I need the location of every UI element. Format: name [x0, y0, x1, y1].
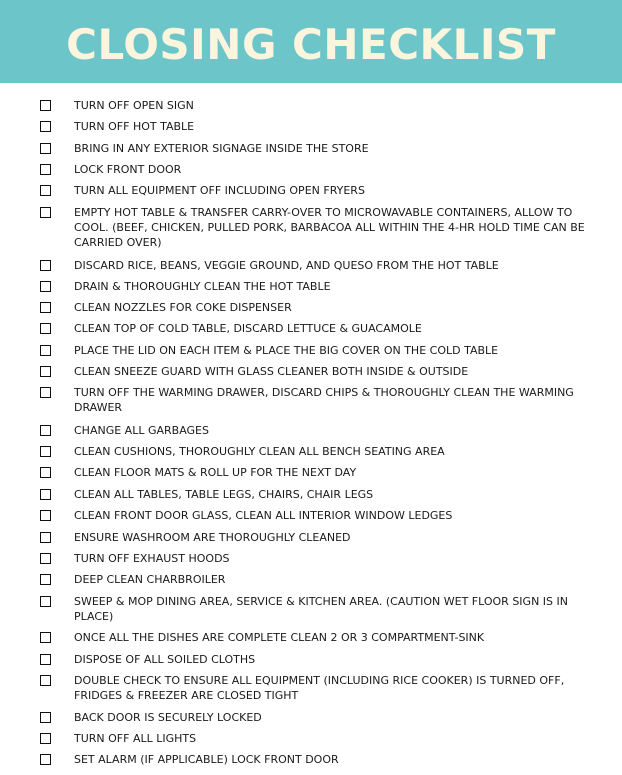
checkbox[interactable]: [40, 260, 51, 271]
checklist-item-label: TURN OFF HOT TABLE: [74, 120, 195, 133]
checklist-item-label: ENSURE WASHROOM ARE THOROUGHLY CLEANED: [74, 531, 351, 544]
checkbox[interactable]: [40, 100, 51, 111]
checklist-item-label: CLEAN TOP OF COLD TABLE, DISCARD LETTUCE & GUACAMOLE: [74, 322, 422, 335]
checklist-item-label: CLEAN FRONT DOOR GLASS, CLEAN ALL INTERIOR WINDOW LEDGES: [74, 509, 453, 522]
checkbox[interactable]: [40, 675, 51, 686]
checkbox[interactable]: [40, 387, 51, 398]
checklist-item-label: BRING IN ANY EXTERIOR SIGNAGE INSIDE THE STORE: [74, 142, 369, 155]
checklist-item-label: BACK DOOR IS SECURELY LOCKED: [74, 711, 262, 724]
checkbox[interactable]: [40, 733, 51, 744]
checklist-item-label: DRAIN & THOROUGHLY CLEAN THE HOT TABLE: [74, 280, 331, 293]
checklist-item-label: TURN OFF ALL LIGHTS: [74, 732, 197, 745]
checkbox[interactable]: [40, 323, 51, 334]
checklist-item-label: DISPOSE OF ALL SOILED CLOTHS: [74, 653, 256, 666]
checklist-item-label: TURN OFF EXHAUST HOODS: [74, 552, 230, 565]
checkbox[interactable]: [40, 207, 51, 218]
checkbox[interactable]: [40, 143, 51, 154]
checklist-item-label: CLEAN FLOOR MATS & ROLL UP FOR THE NEXT DAY: [74, 466, 357, 479]
checkbox[interactable]: [40, 632, 51, 643]
checkbox[interactable]: [40, 467, 51, 478]
checkbox[interactable]: [40, 366, 51, 377]
checkbox[interactable]: [40, 596, 51, 607]
checklist-item-label: LOCK FRONT DOOR: [74, 163, 182, 176]
page-title: CLOSING CHECKLIST: [66, 19, 556, 69]
checklist-item-label: CHANGE ALL GARBAGES: [74, 424, 209, 437]
checklist-item-label: PLACE THE LID ON EACH ITEM & PLACE THE BIG COVER ON THE COLD TABLE: [74, 344, 499, 357]
checkbox[interactable]: [40, 510, 51, 521]
checkbox[interactable]: [40, 281, 51, 292]
checkbox[interactable]: [40, 712, 51, 723]
checklist-item-label: TURN ALL EQUIPMENT OFF INCLUDING OPEN FRYERS: [74, 184, 365, 197]
checklist-item-label: TURN OFF THE WARMING DRAWER, DISCARD CHIPS & THOROUGHLY CLEAN THE WARMING DRAWER: [74, 386, 574, 414]
checklist-item-label: CLEAN CUSHIONS, THOROUGHLY CLEAN ALL BENCH SEATING AREA: [74, 445, 445, 458]
checklist-item-label: DOUBLE CHECK TO ENSURE ALL EQUIPMENT (INCLUDING RICE COOKER) IS TURNED OFF, FRIDGES & FREEZER ARE CLOSED TIGHT: [74, 674, 565, 702]
checklist-item-label: TURN OFF OPEN SIGN: [74, 99, 194, 112]
checkbox[interactable]: [40, 302, 51, 313]
checkbox[interactable]: [40, 553, 51, 564]
checkbox[interactable]: [40, 754, 51, 765]
checkbox[interactable]: [40, 654, 51, 665]
checkbox[interactable]: [40, 121, 51, 132]
checklist-item-label: DISCARD RICE, BEANS, VEGGIE GROUND, AND QUESO FROM THE HOT TABLE: [74, 259, 499, 272]
checklist-item-label: CLEAN NOZZLES FOR COKE DISPENSER: [74, 301, 292, 314]
checkbox[interactable]: [40, 574, 51, 585]
checklist-item-label: EMPTY HOT TABLE & TRANSFER CARRY-OVER TO MICROWAVABLE CONTAINERS, ALLOW TO COOL. (BEEF, CHICKEN, PULLED PORK, BARBACOA ALL WITHIN THE 4-HR HOLD TIME CAN BE CARRIED OVER): [74, 206, 585, 249]
checklist-item-label: DEEP CLEAN CHARBROILER: [74, 573, 226, 586]
checklist-item-label: SWEEP & MOP DINING AREA, SERVICE & KITCHEN AREA. (CAUTION WET FLOOR SIGN IS IN PLACE): [74, 595, 568, 623]
checklist-item-label: ONCE ALL THE DISHES ARE COMPLETE CLEAN 2 OR 3 COMPARTMENT-SINK: [74, 631, 485, 644]
checkbox[interactable]: [40, 164, 51, 175]
checkbox[interactable]: [40, 345, 51, 356]
checkbox[interactable]: [40, 425, 51, 436]
checkbox[interactable]: [40, 185, 51, 196]
checkbox[interactable]: [40, 446, 51, 457]
checklist-item-label: SET ALARM (IF APPLICABLE) LOCK FRONT DOOR: [74, 753, 339, 766]
checklist-item-label: CLEAN SNEEZE GUARD WITH GLASS CLEANER BOTH INSIDE & OUTSIDE: [74, 365, 469, 378]
checklist-item-label: CLEAN ALL TABLES, TABLE LEGS, CHAIRS, CHAIR LEGS: [74, 488, 374, 501]
checkbox[interactable]: [40, 532, 51, 543]
checkbox[interactable]: [40, 489, 51, 500]
